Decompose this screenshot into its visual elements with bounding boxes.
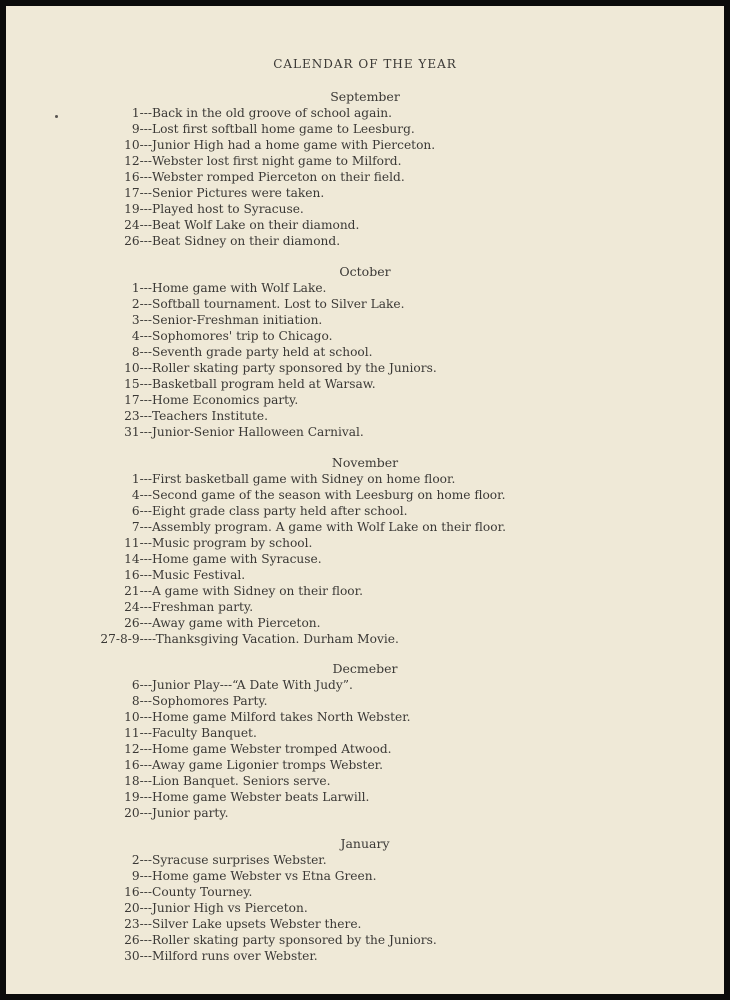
entry-text: Basketball program held at Warsaw. [152,377,376,391]
calendar-entry [6,773,724,789]
entry-day: 21--- [124,584,152,598]
entry-day: 16--- [124,885,152,899]
entry-text: Junior party. [152,806,229,820]
calendar-entry [6,900,724,916]
entry-day: 16--- [124,170,152,184]
month-heading: September [330,89,400,104]
calendar-entry [6,280,724,296]
entry-day: 2--- [131,853,152,867]
entry-day: 20--- [124,806,152,820]
calendar-entry [6,789,724,805]
calendar-entry [6,709,724,725]
calendar-entry [6,153,724,169]
calendar-entry [6,105,724,121]
calendar-entry [6,599,724,615]
entry-text: Webster lost first night game to Milford. [152,154,402,168]
entry-day: 26--- [124,234,152,248]
entry-text: A game with Sidney on their floor. [152,584,363,598]
calendar-entry [6,631,724,647]
entry-text: Music Festival. [152,568,246,582]
entry-text: Senior Pictures were taken. [152,186,325,200]
entry-day: 7--- [131,520,152,534]
calendar-entry [6,471,724,487]
entry-text: County Tourney. [152,885,253,899]
entry-day: 14--- [124,552,152,566]
entry-day: 1--- [131,281,152,295]
month-heading: Decmeber [332,661,398,676]
entry-text: Roller skating party sponsored by the Juniors. [152,933,437,947]
entry-text: Softball tournament. Lost to Silver Lake. [152,297,405,311]
entry-day: 4--- [131,329,152,343]
calendar-entry [6,312,724,328]
entry-text: Seventh grade party held at school. [152,345,373,359]
entry-day: 4--- [131,488,152,502]
entry-text: Second game of the season with Leesburg on home floor. [152,488,506,502]
calendar-entry [6,916,724,932]
calendar-entry [6,233,724,249]
yearbook-page [6,6,724,994]
entry-day: 16--- [124,568,152,582]
entry-day: 6--- [131,678,152,692]
entry-text: Senior-Freshman initiation. [152,313,323,327]
calendar-entry [6,741,724,757]
entry-text: Sophomores' trip to Chicago. [152,329,333,343]
calendar-entry [6,677,724,693]
entry-text: Junior Play---“A Date With Judy”. [152,678,353,692]
entry-day: 15--- [124,377,152,391]
entry-text: Music program by school. [152,536,313,550]
month-section-december [6,661,724,821]
entry-text: Silver Lake upsets Webster there. [152,917,362,931]
calendar-entry [6,360,724,376]
entry-text: Syracuse surprises Webster. [152,853,327,867]
entry-text: Roller skating party sponsored by the Juniors. [152,361,437,375]
entry-day: 11--- [124,536,152,550]
entry-text: -Thanksgiving Vacation. Durham Movie. [152,632,399,646]
calendar-entry [6,376,724,392]
month-section-september [6,89,724,249]
page-title: CALENDAR OF THE YEAR [273,57,457,71]
entry-text: Junior-Senior Halloween Carnival. [152,425,364,439]
entry-day: 27-8-9--- [100,632,152,646]
entry-day: 8--- [131,694,152,708]
month-section-october [6,264,724,440]
calendar-entry [6,693,724,709]
entry-day: 23--- [124,917,152,931]
calendar-entry [6,487,724,503]
calendar-entry [6,805,724,821]
entry-text: Back in the old groove of school again. [152,106,393,120]
entry-day: 19--- [124,202,152,216]
entry-text: Junior High vs Pierceton. [152,901,308,915]
entry-text: Sophomores Party. [152,694,268,708]
entry-text: Home Economics party. [152,393,299,407]
month-section-november [6,455,724,647]
entry-text: Junior High had a home game with Pierceton. [152,138,436,152]
entry-text: Freshman party. [152,600,254,614]
entry-text: Assembly program. A game with Wolf Lake on their floor. [152,520,506,534]
entry-text: Home game Webster tromped Atwood. [152,742,392,756]
entry-day: 1--- [131,472,152,486]
entry-day: 30--- [124,949,152,963]
entry-day: 18--- [124,774,152,788]
calendar-entry [6,932,724,948]
calendar-entry [6,535,724,551]
entry-text: Teachers Institute. [152,409,268,423]
entry-day: 31--- [124,425,152,439]
calendar-entry [6,852,724,868]
entry-day: 17--- [124,393,152,407]
entry-day: 16--- [124,758,152,772]
entry-text: Home game Webster vs Etna Green. [152,869,377,883]
calendar-entry [6,503,724,519]
entry-day: 9--- [131,122,152,136]
calendar-entry [6,884,724,900]
entry-day: 8--- [131,345,152,359]
entry-day: 9--- [131,869,152,883]
calendar-entry [6,519,724,535]
entry-text: Away game Ligonier tromps Webster. [152,758,384,772]
entry-day: 10--- [124,361,152,375]
entry-text: Webster romped Pierceton on their field. [152,170,405,184]
entry-text: Beat Wolf Lake on their diamond. [152,218,360,232]
month-section-january [6,836,724,964]
calendar-entry [6,757,724,773]
calendar-entry [6,201,724,217]
entry-day: 24--- [124,218,152,232]
calendar-entry [6,868,724,884]
calendar-entry [6,328,724,344]
entry-day: 11--- [124,726,152,740]
calendar-entry [6,551,724,567]
entry-day: 12--- [124,742,152,756]
month-heading: January [340,836,390,851]
calendar-entry [6,424,724,440]
calendar-entry [6,725,724,741]
entry-day: 1--- [131,106,152,120]
entry-text: Eight grade class party held after school. [152,504,408,518]
calendar-entry [6,296,724,312]
entry-day: 23--- [124,409,152,423]
calendar-entry [6,408,724,424]
calendar-entry [6,567,724,583]
entry-text: First basketball game with Sidney on home floor. [152,472,456,486]
entry-day: 19--- [124,790,152,804]
calendar-entry [6,615,724,631]
entry-day: 24--- [124,600,152,614]
calendar-entry [6,583,724,599]
entry-text: Home game Webster beats Larwill. [152,790,370,804]
entry-text: Lost first softball home game to Leesburg. [152,122,415,136]
calendar-entry [6,121,724,137]
calendar-entry [6,169,724,185]
month-heading: November [331,455,399,470]
entry-text: Beat Sidney on their diamond. [152,234,341,248]
entry-day: 17--- [124,186,152,200]
entry-text: Faculty Banquet. [152,726,257,740]
entry-text: Lion Banquet. Seniors serve. [152,774,331,788]
entry-day: 2--- [131,297,152,311]
entry-text: Away game with Pierceton. [152,616,321,630]
entry-text: Home game with Syracuse. [152,552,322,566]
entry-day: 3--- [131,313,152,327]
calendar-entry [6,185,724,201]
calendar-entry [6,344,724,360]
entry-day: 20--- [124,901,152,915]
entry-day: 26--- [124,616,152,630]
entry-day: 10--- [124,138,152,152]
calendar-entry [6,948,724,964]
calendar-entry [6,137,724,153]
calendar-entry [6,392,724,408]
entry-text: Played host to Syracuse. [152,202,304,216]
entry-text: Home game with Wolf Lake. [152,281,327,295]
calendar-entry [6,217,724,233]
entry-day: 10--- [124,710,152,724]
entry-day: 26--- [124,933,152,947]
entry-day: 6--- [131,504,152,518]
entry-day: 12--- [124,154,152,168]
entry-text: Milford runs over Webster. [152,949,318,963]
entry-text: Home game Milford takes North Webster. [152,710,411,724]
month-heading: October [339,264,391,279]
